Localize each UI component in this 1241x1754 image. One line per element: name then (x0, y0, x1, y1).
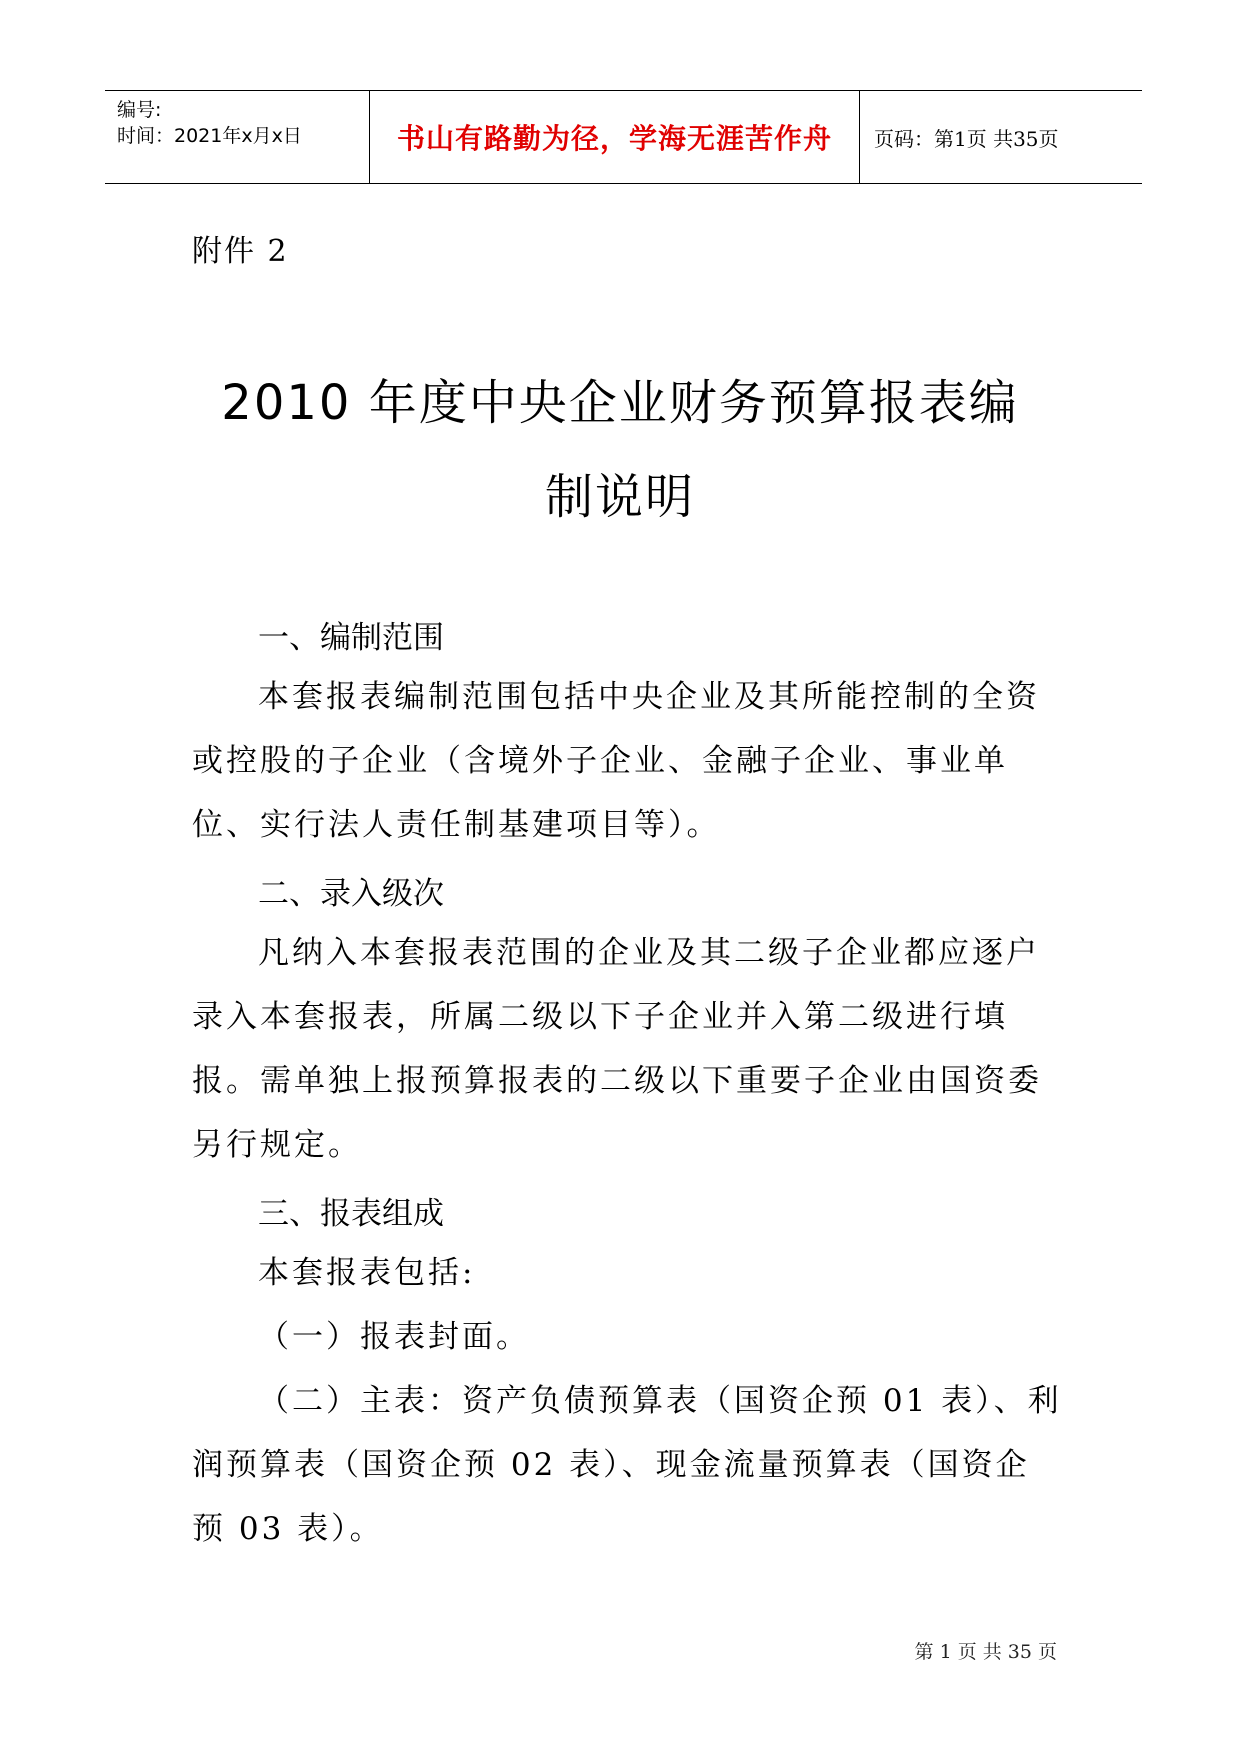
header-page-info: 页码：第1页 共35页 (874, 126, 1059, 151)
section-text-scope-content: 本套报表编制范围包括中央企业及其所能控制的全资或控股的子企业（含境外子企业、金融子企业、事业单位、实行法人责任制基建项目等）。 (192, 679, 1040, 843)
section-text-composition-intro-content: 本套报表包括: (258, 1255, 476, 1291)
document-number-label: 编号: (117, 99, 162, 121)
section-item-cover (192, 1305, 1062, 1369)
header-middle-cell (370, 91, 860, 183)
document-title-line-2: 制说明 (544, 469, 695, 525)
section-heading-composition: 三、报表组成 (258, 1196, 444, 1232)
attachment-label: 附件 2 (192, 234, 289, 269)
section-text-entry-level-content: 凡纳入本套报表范围的企业及其二级子企业都应逐户录入本套报表，所属二级以下子企业并入第二级进行填报。需单独上报预算报表的二级以下重要子企业由国资委另行规定。 (192, 935, 1042, 1163)
page-footer: 第 1 页 共 35 页 (914, 1641, 1057, 1663)
page-header (105, 90, 1142, 184)
header-motto: 书山有路勤为径，学海无涯苦作舟 (396, 122, 832, 155)
section-item-main-tables-content: （二）主表：资产负债预算表（国资企预 01 表）、利润预算表（国资企预 02 表）、现金流量预算表（国资企预 03 表）。 (192, 1383, 1062, 1547)
section-heading-entry-level: 二、录入级次 (258, 876, 444, 912)
document-title-line-1: 2010 年度中央企业财务预算报表编 (221, 375, 1019, 431)
document-time-label: 时间：2021年x月x日 (117, 125, 302, 147)
section-item-main-tables (192, 1369, 1062, 1561)
section-text-entry-level (192, 921, 1062, 1177)
section-item-cover-content: （一）报表封面。 (258, 1319, 530, 1355)
section-heading-scope: 一、编制范围 (258, 620, 444, 656)
header-right-cell (860, 91, 1142, 183)
section-text-composition-intro (192, 1241, 1062, 1305)
section-text-scope (192, 665, 1062, 857)
header-left-cell (105, 91, 370, 183)
